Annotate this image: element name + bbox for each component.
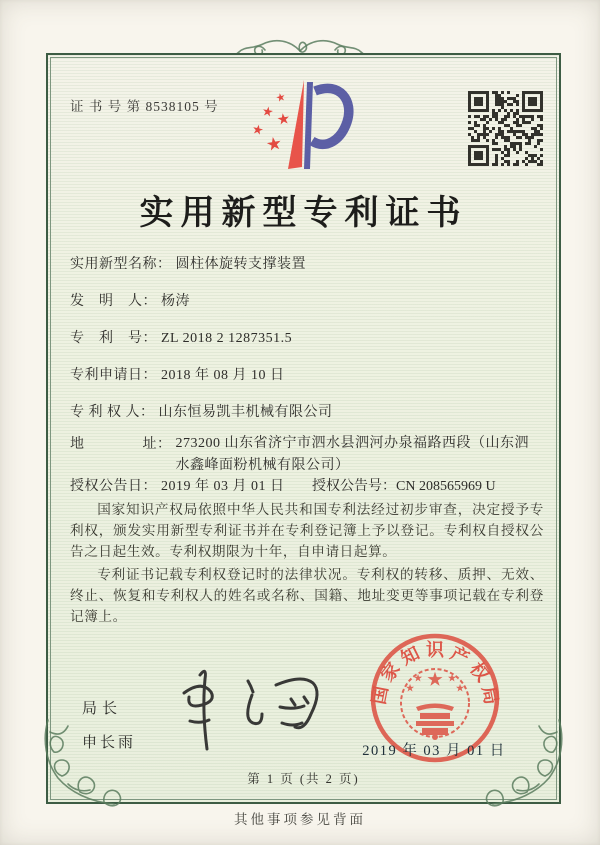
svg-text:权: 权 (466, 658, 493, 686)
field-filing-date (70, 364, 285, 384)
field-inventor (70, 290, 190, 310)
svg-text:局: 局 (478, 684, 502, 707)
field-label: 授权公告日： (70, 479, 157, 494)
field-value: 2019 年 03 月 01 日 (161, 479, 285, 494)
logo-star-icon: ★ (260, 103, 275, 120)
qr-code (468, 91, 543, 166)
field-address (70, 433, 542, 477)
svg-text:★: ★ (447, 673, 457, 683)
svg-text:国: 国 (368, 684, 392, 707)
field-label: 专 利 权 人： (70, 405, 155, 420)
field-value: CN 208565969 U (396, 479, 496, 494)
field-grant-number (312, 475, 496, 495)
svg-text:★: ★ (405, 683, 415, 693)
signer-title: 局长 (82, 701, 123, 717)
field-patentee (70, 401, 333, 421)
field-value: 2018 年 08 月 10 日 (161, 368, 285, 383)
handwritten-signature-icon (160, 661, 340, 761)
logo-blue-bar (304, 82, 313, 169)
logo-star-icon: ★ (275, 111, 292, 129)
certificate-title: 实用新型专利证书 (139, 195, 468, 232)
body-paragraph-1: 国家知识产权局依照中华人民共和国专利法经过初步审查，决定授予专利权，颁发实用新型专利证书并在专利登记簿上予以登记。专利权自授权公告之日起生效。专利权期限为十年，自申请日起算。 (70, 502, 544, 559)
field-utility-model-name (70, 253, 306, 273)
seal-date: 2019 年 03 月 01 日 (362, 743, 506, 759)
logo-star-icon: ★ (264, 132, 284, 156)
field-grant-date (70, 475, 285, 495)
logo-star-icon: ★ (274, 90, 288, 106)
field-value: ZL 2018 2 1287351.5 (161, 331, 293, 346)
signer-name: 申长雨 (82, 735, 137, 751)
national-emblem-icon (401, 669, 469, 740)
qr-code-graphic (468, 91, 543, 166)
field-value: 山东恒易凯丰机械有限公司 (158, 405, 333, 420)
svg-text:产: 产 (447, 642, 473, 669)
field-value: 杨涛 (161, 294, 190, 309)
svg-text:★: ★ (413, 673, 423, 683)
field-label: 专利申请日： (70, 368, 157, 383)
certificate-body (70, 499, 544, 629)
field-label: 地 址： (70, 437, 172, 452)
svg-text:★: ★ (427, 670, 443, 689)
svg-text:知: 知 (397, 642, 423, 669)
page-indicator: 第 1 页 (共 2 页) (247, 772, 360, 786)
field-label: 授权公告号： (312, 479, 396, 494)
certificate-number: 证 书 号 第 8538105 号 (70, 99, 219, 114)
field-patent-number (70, 327, 292, 347)
field-label: 专 利 号： (70, 331, 157, 346)
svg-text:识: 识 (426, 640, 444, 660)
field-label: 实用新型名称： (70, 257, 172, 272)
certificate-frame (46, 53, 561, 804)
svg-text:★: ★ (455, 683, 465, 693)
cnipa-logo-icon (240, 77, 364, 175)
field-value: 273200 山东省济宁市泗水县泗河办泉福路西段（山东泗水鑫峰面粉机械有限公司） (175, 436, 529, 473)
field-value: 圆柱体旋转支撑装置 (175, 257, 306, 272)
back-note: 其他事项参见背面 (234, 812, 366, 827)
logo-star-icon: ★ (250, 120, 266, 139)
svg-text:家: 家 (377, 658, 404, 686)
logo-p-bowl (312, 88, 349, 144)
body-paragraph-2: 专利证书记载专利权登记时的法律状况。专利权的转移、质押、无效、终止、恢复和专利权人的姓名或名称、国籍、地址变更等事项记载在专利登记簿上。 (70, 567, 544, 624)
field-label: 发 明 人： (70, 294, 157, 309)
